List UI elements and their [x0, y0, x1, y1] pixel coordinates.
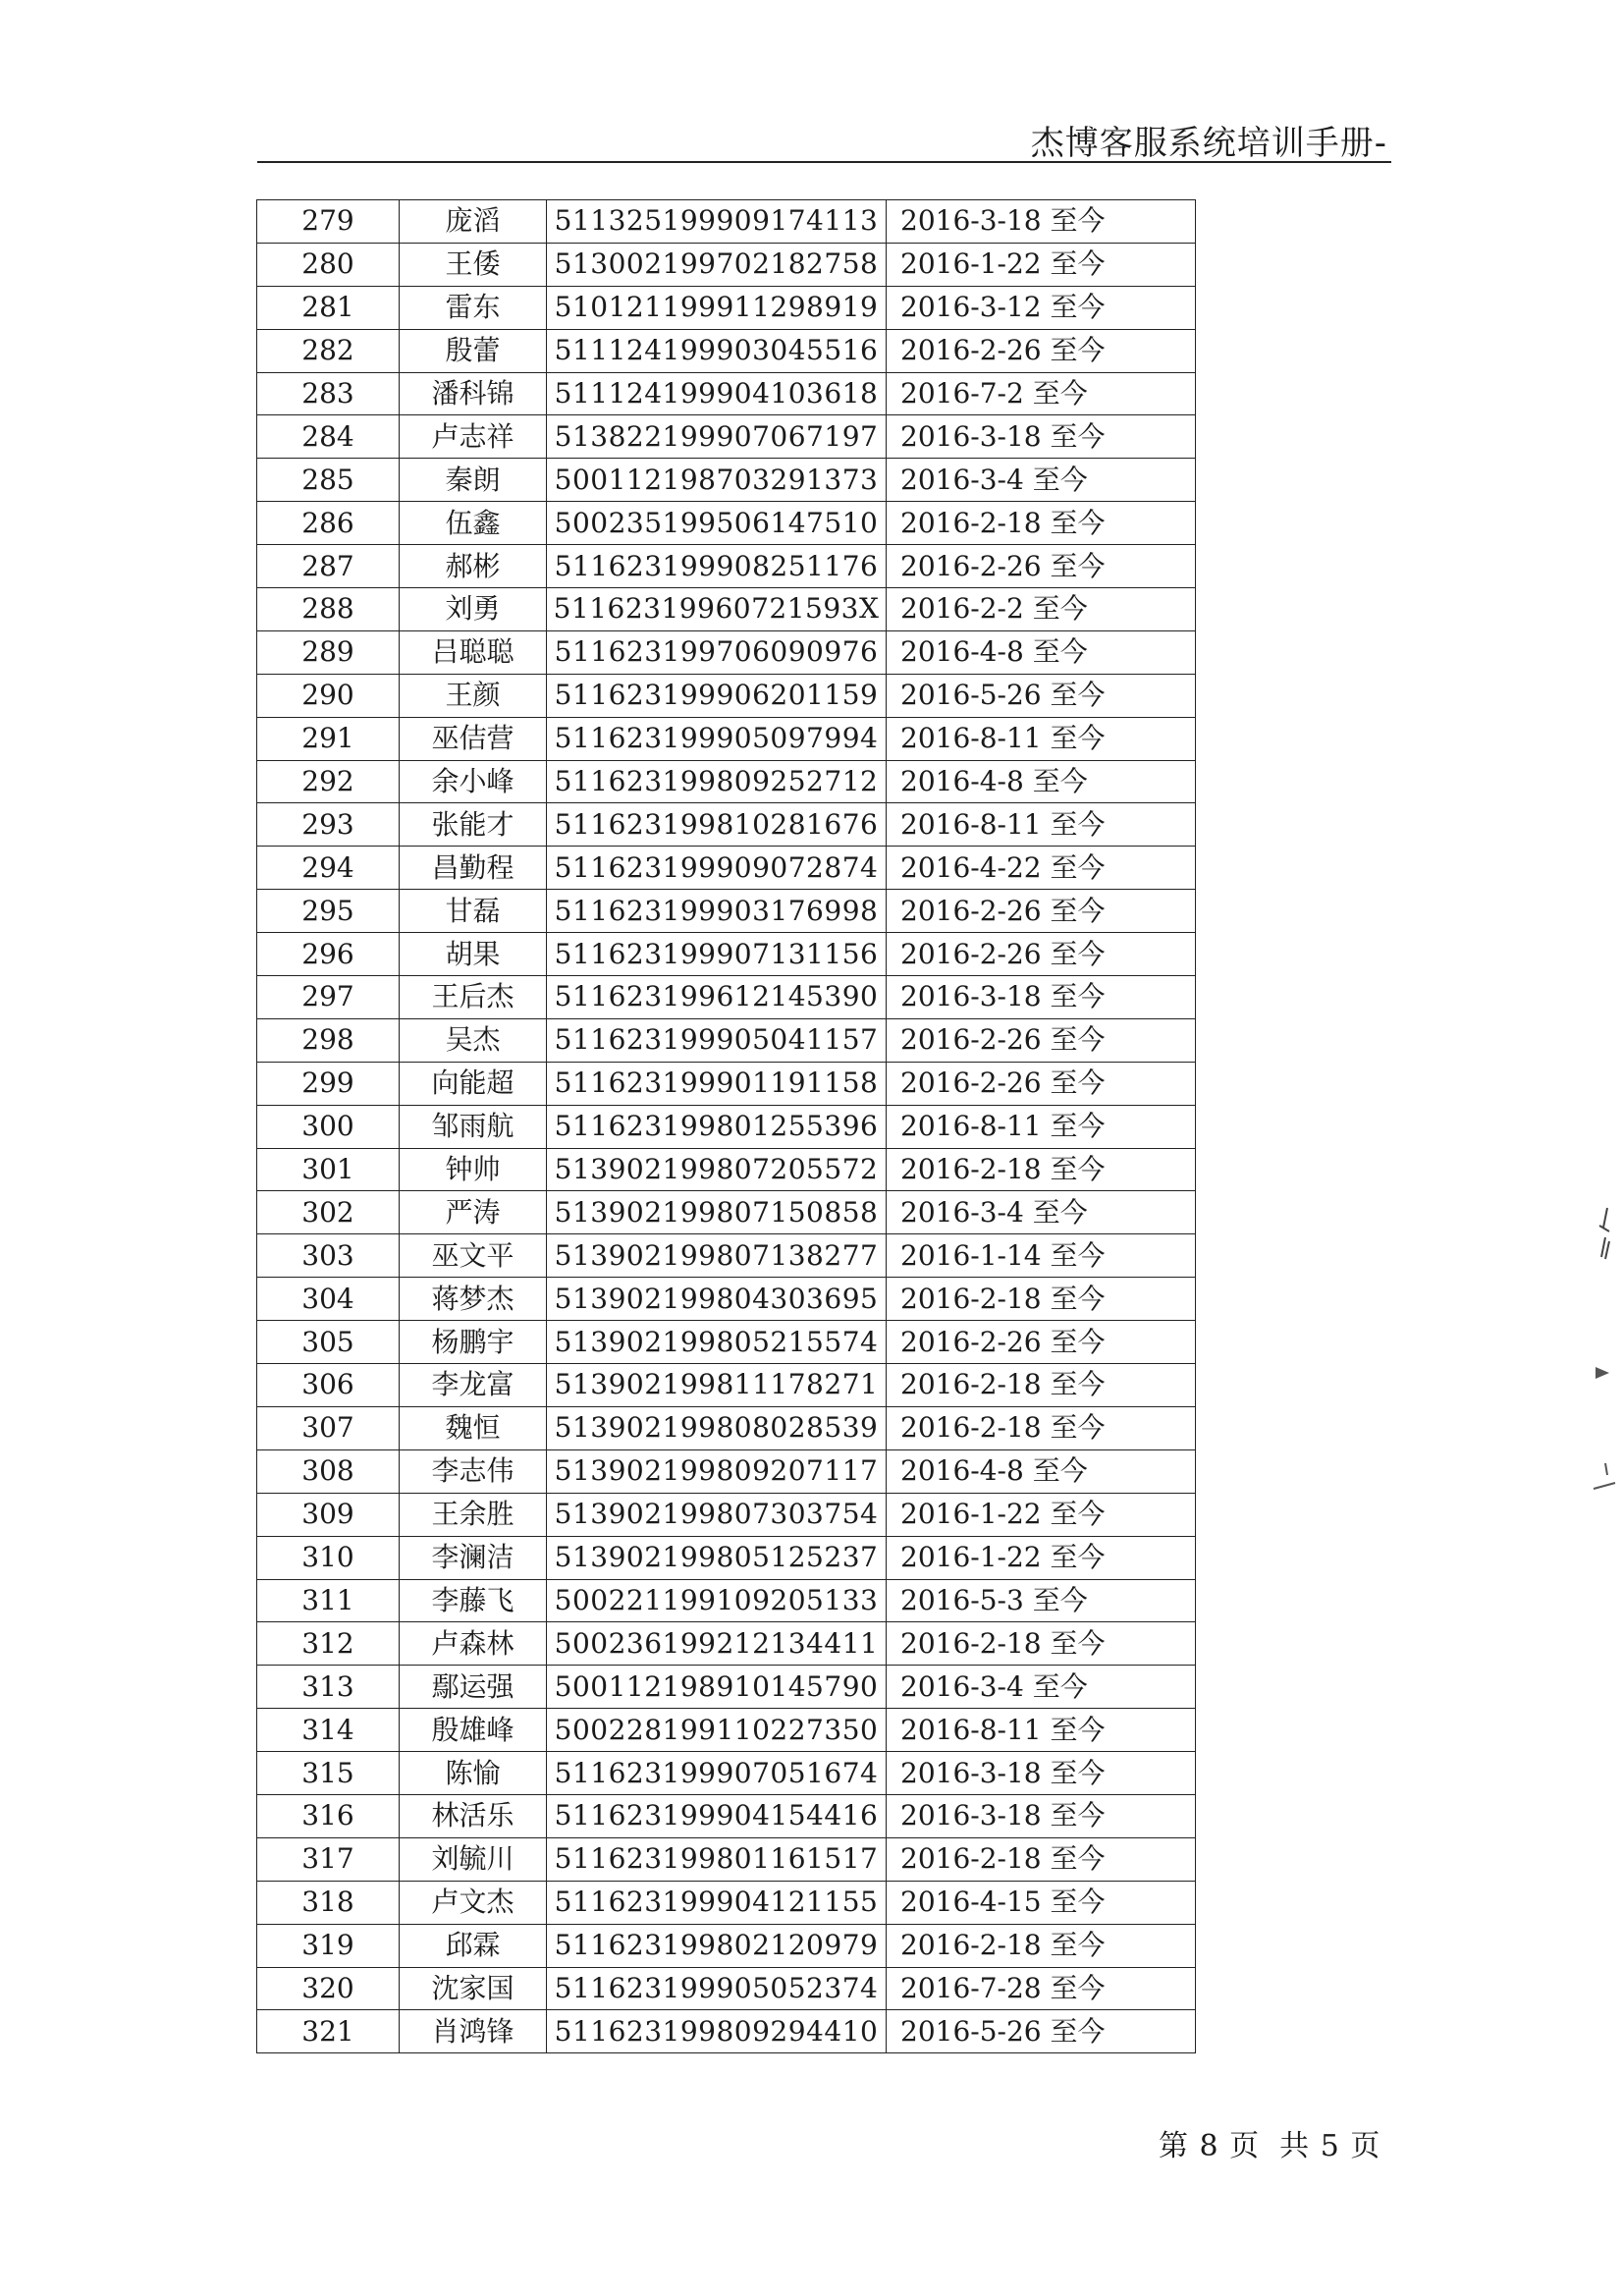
employment-date-cell: 2016-8-11 至今	[887, 1105, 1196, 1148]
employment-date-cell: 2016-2-18 至今	[887, 1924, 1196, 1967]
row-number-cell: 289	[257, 630, 400, 674]
id-number-cell: 513902199808028539	[547, 1406, 887, 1449]
employee-name-cell: 巫文平	[400, 1234, 547, 1278]
row-number-cell: 286	[257, 502, 400, 545]
id-number-cell: 513902199807303754	[547, 1493, 887, 1536]
row-number-cell: 309	[257, 1493, 400, 1536]
table-row	[257, 1105, 1196, 1148]
employment-date-cell: 2016-2-26 至今	[887, 933, 1196, 976]
row-number-cell: 288	[257, 588, 400, 631]
table-row	[257, 243, 1196, 286]
employee-name-cell: 巫佶营	[400, 717, 547, 760]
employment-date-cell: 2016-2-18 至今	[887, 1406, 1196, 1449]
employee-roster-table	[256, 199, 1196, 2053]
table-row	[257, 1062, 1196, 1105]
employment-date-cell: 2016-1-14 至今	[887, 1234, 1196, 1278]
employee-name-cell: 雷东	[400, 286, 547, 329]
employee-name-cell: 王余胜	[400, 1493, 547, 1536]
table-row	[257, 674, 1196, 717]
row-number-cell: 314	[257, 1709, 400, 1752]
row-number-cell: 311	[257, 1579, 400, 1622]
employment-date-cell: 2016-7-28 至今	[887, 1967, 1196, 2010]
employee-name-cell: 吴杰	[400, 1018, 547, 1062]
employment-date-cell: 2016-2-18 至今	[887, 1837, 1196, 1881]
employment-date-cell: 2016-4-8 至今	[887, 1449, 1196, 1493]
row-number-cell: 297	[257, 976, 400, 1019]
id-number-cell: 511325199909174113	[547, 200, 887, 244]
employee-name-cell: 陈愉	[400, 1752, 547, 1795]
id-number-cell: 513902199807150858	[547, 1191, 887, 1234]
employment-date-cell: 2016-2-18 至今	[887, 1148, 1196, 1191]
row-number-cell: 310	[257, 1536, 400, 1579]
id-number-cell: 51162319960721593X	[547, 588, 887, 631]
employee-name-cell: 刘毓川	[400, 1837, 547, 1881]
row-number-cell: 317	[257, 1837, 400, 1881]
id-number-cell: 511623199905041157	[547, 1018, 887, 1062]
id-number-cell: 511623199904121155	[547, 1881, 887, 1924]
employment-date-cell: 2016-1-22 至今	[887, 243, 1196, 286]
employee-name-cell: 殷雄峰	[400, 1709, 547, 1752]
id-number-cell: 511623199905097994	[547, 717, 887, 760]
table-row	[257, 1321, 1196, 1364]
employee-name-cell: 殷蕾	[400, 329, 547, 372]
id-number-cell: 511623199905052374	[547, 1967, 887, 2010]
id-number-cell: 513002199702182758	[547, 243, 887, 286]
employment-date-cell: 2016-3-12 至今	[887, 286, 1196, 329]
employee-name-cell: 胡果	[400, 933, 547, 976]
employment-date-cell: 2016-5-26 至今	[887, 674, 1196, 717]
employment-date-cell: 2016-5-3 至今	[887, 1579, 1196, 1622]
row-number-cell: 303	[257, 1234, 400, 1278]
row-number-cell: 281	[257, 286, 400, 329]
row-number-cell: 280	[257, 243, 400, 286]
row-number-cell: 307	[257, 1406, 400, 1449]
employment-date-cell: 2016-4-8 至今	[887, 760, 1196, 803]
employment-date-cell: 2016-8-11 至今	[887, 717, 1196, 760]
employee-name-cell: 严涛	[400, 1191, 547, 1234]
id-number-cell: 511623199801255396	[547, 1105, 887, 1148]
employee-name-cell: 王颜	[400, 674, 547, 717]
table-row	[257, 1278, 1196, 1321]
employee-name-cell: 秦朗	[400, 459, 547, 502]
employee-name-cell: 李龙富	[400, 1364, 547, 1407]
id-number-cell: 511623199810281676	[547, 803, 887, 847]
table-row	[257, 1752, 1196, 1795]
employment-date-cell: 2016-2-18 至今	[887, 502, 1196, 545]
employment-date-cell: 2016-2-26 至今	[887, 1321, 1196, 1364]
row-number-cell: 301	[257, 1148, 400, 1191]
id-number-cell: 513902199807138277	[547, 1234, 887, 1278]
row-number-cell: 308	[257, 1449, 400, 1493]
employment-date-cell: 2016-2-18 至今	[887, 1278, 1196, 1321]
employment-date-cell: 2016-2-2 至今	[887, 588, 1196, 631]
employee-name-cell: 向能超	[400, 1062, 547, 1105]
table-row	[257, 1967, 1196, 2010]
row-number-cell: 305	[257, 1321, 400, 1364]
row-number-cell: 302	[257, 1191, 400, 1234]
employment-date-cell: 2016-1-22 至今	[887, 1536, 1196, 1579]
table-row	[257, 1622, 1196, 1666]
row-number-cell: 321	[257, 2010, 400, 2053]
row-number-cell: 316	[257, 1794, 400, 1837]
employee-name-cell: 沈家国	[400, 1967, 547, 2010]
employee-name-cell: 卢森林	[400, 1622, 547, 1666]
employment-date-cell: 2016-7-2 至今	[887, 372, 1196, 415]
employment-date-cell: 2016-2-18 至今	[887, 1364, 1196, 1407]
row-number-cell: 306	[257, 1364, 400, 1407]
employee-name-cell: 刘勇	[400, 588, 547, 631]
table-row	[257, 976, 1196, 1019]
table-row	[257, 890, 1196, 933]
id-number-cell: 511623199909072874	[547, 847, 887, 890]
table-row	[257, 1837, 1196, 1881]
employment-date-cell: 2016-3-18 至今	[887, 976, 1196, 1019]
row-number-cell: 291	[257, 717, 400, 760]
row-number-cell: 320	[257, 1967, 400, 2010]
employment-date-cell: 2016-2-26 至今	[887, 890, 1196, 933]
employee-name-cell: 李志伟	[400, 1449, 547, 1493]
table-row	[257, 1493, 1196, 1536]
id-number-cell: 511623199908251176	[547, 545, 887, 588]
employment-date-cell: 2016-2-26 至今	[887, 329, 1196, 372]
employee-name-cell: 蒋梦杰	[400, 1278, 547, 1321]
employment-date-cell: 2016-3-4 至今	[887, 459, 1196, 502]
employee-name-cell: 吕聪聪	[400, 630, 547, 674]
employee-name-cell: 伍鑫	[400, 502, 547, 545]
row-number-cell: 293	[257, 803, 400, 847]
row-number-cell: 287	[257, 545, 400, 588]
row-number-cell: 283	[257, 372, 400, 415]
row-number-cell: 312	[257, 1622, 400, 1666]
scan-margin-marks	[1586, 1198, 1623, 1532]
table-row	[257, 1018, 1196, 1062]
roster-table-body	[257, 200, 1196, 2053]
table-row	[257, 545, 1196, 588]
id-number-cell: 500112198703291373	[547, 459, 887, 502]
page-total: 共 5 页	[1279, 2129, 1381, 2163]
table-row	[257, 1536, 1196, 1579]
row-number-cell: 279	[257, 200, 400, 244]
employee-name-cell: 甘磊	[400, 890, 547, 933]
employment-date-cell: 2016-8-11 至今	[887, 803, 1196, 847]
employee-name-cell: 郝彬	[400, 545, 547, 588]
employee-name-cell: 邱霖	[400, 1924, 547, 1967]
table-row	[257, 588, 1196, 631]
table-row	[257, 847, 1196, 890]
table-row	[257, 1406, 1196, 1449]
employee-name-cell: 杨鹏宇	[400, 1321, 547, 1364]
row-number-cell: 318	[257, 1881, 400, 1924]
id-number-cell: 511623199809294410	[547, 2010, 887, 2053]
table-row	[257, 1794, 1196, 1837]
table-row	[257, 630, 1196, 674]
page-footer	[1159, 2121, 1380, 2164]
table-row	[257, 803, 1196, 847]
id-number-cell: 511623199801161517	[547, 1837, 887, 1881]
employment-date-cell: 2016-3-18 至今	[887, 415, 1196, 459]
employment-date-cell: 2016-5-26 至今	[887, 2010, 1196, 2053]
header-divider	[257, 161, 1391, 163]
row-number-cell: 292	[257, 760, 400, 803]
row-number-cell: 298	[257, 1018, 400, 1062]
page-number: 第 8 页	[1159, 2129, 1261, 2163]
id-number-cell: 511623199706090976	[547, 630, 887, 674]
row-number-cell: 299	[257, 1062, 400, 1105]
employment-date-cell: 2016-3-18 至今	[887, 1752, 1196, 1795]
employment-date-cell: 2016-3-4 至今	[887, 1191, 1196, 1234]
table-row	[257, 329, 1196, 372]
id-number-cell: 500112198910145790	[547, 1666, 887, 1709]
row-number-cell: 296	[257, 933, 400, 976]
id-number-cell: 511623199903176998	[547, 890, 887, 933]
row-number-cell: 319	[257, 1924, 400, 1967]
id-number-cell: 510121199911298919	[547, 286, 887, 329]
employee-name-cell: 李藤飞	[400, 1579, 547, 1622]
table-row	[257, 717, 1196, 760]
table-row	[257, 1709, 1196, 1752]
employee-name-cell: 钟帅	[400, 1148, 547, 1191]
id-number-cell: 511124199903045516	[547, 329, 887, 372]
employee-name-cell: 潘科锦	[400, 372, 547, 415]
id-number-cell: 513902199807205572	[547, 1148, 887, 1191]
id-number-cell: 500236199212134411	[547, 1622, 887, 1666]
employment-date-cell: 2016-2-26 至今	[887, 1062, 1196, 1105]
employment-date-cell: 2016-4-15 至今	[887, 1881, 1196, 1924]
employee-name-cell: 庞滔	[400, 200, 547, 244]
table-row	[257, 1191, 1196, 1234]
id-number-cell: 511124199904103618	[547, 372, 887, 415]
table-row	[257, 372, 1196, 415]
id-number-cell: 511623199904154416	[547, 1794, 887, 1837]
row-number-cell: 282	[257, 329, 400, 372]
document-header-title: 杰博客服系统培训手册-	[1030, 124, 1387, 163]
id-number-cell: 500228199110227350	[547, 1709, 887, 1752]
id-number-cell: 511623199907131156	[547, 933, 887, 976]
row-number-cell: 284	[257, 415, 400, 459]
employment-date-cell: 2016-3-4 至今	[887, 1666, 1196, 1709]
id-number-cell: 511623199907051674	[547, 1752, 887, 1795]
employee-name-cell: 王倭	[400, 243, 547, 286]
employee-name-cell: 昌勤程	[400, 847, 547, 890]
employee-name-cell: 林活乐	[400, 1794, 547, 1837]
table-row	[257, 760, 1196, 803]
employee-name-cell: 卢文杰	[400, 1881, 547, 1924]
id-number-cell: 511623199802120979	[547, 1924, 887, 1967]
row-number-cell: 315	[257, 1752, 400, 1795]
table-row	[257, 2010, 1196, 2053]
table-row	[257, 200, 1196, 244]
row-number-cell: 300	[257, 1105, 400, 1148]
employee-name-cell: 魏恒	[400, 1406, 547, 1449]
row-number-cell: 294	[257, 847, 400, 890]
row-number-cell: 295	[257, 890, 400, 933]
table-row	[257, 1148, 1196, 1191]
table-row	[257, 1666, 1196, 1709]
id-number-cell: 513902199805215574	[547, 1321, 887, 1364]
id-number-cell: 511623199901191158	[547, 1062, 887, 1105]
employment-date-cell: 2016-8-11 至今	[887, 1709, 1196, 1752]
id-number-cell: 513902199805125237	[547, 1536, 887, 1579]
employment-date-cell: 2016-2-26 至今	[887, 545, 1196, 588]
table-row	[257, 415, 1196, 459]
employment-date-cell: 2016-2-18 至今	[887, 1622, 1196, 1666]
id-number-cell: 500235199506147510	[547, 502, 887, 545]
table-row	[257, 1881, 1196, 1924]
employment-date-cell: 2016-2-26 至今	[887, 1018, 1196, 1062]
id-number-cell: 513902199811178271	[547, 1364, 887, 1407]
id-number-cell: 511623199906201159	[547, 674, 887, 717]
employment-date-cell: 2016-1-22 至今	[887, 1493, 1196, 1536]
employment-date-cell: 2016-3-18 至今	[887, 200, 1196, 244]
id-number-cell: 513822199907067197	[547, 415, 887, 459]
id-number-cell: 511623199612145390	[547, 976, 887, 1019]
table-row	[257, 459, 1196, 502]
employee-name-cell: 卢志祥	[400, 415, 547, 459]
employment-date-cell: 2016-4-8 至今	[887, 630, 1196, 674]
table-row	[257, 1449, 1196, 1493]
id-number-cell: 511623199809252712	[547, 760, 887, 803]
employment-date-cell: 2016-4-22 至今	[887, 847, 1196, 890]
table-row	[257, 1579, 1196, 1622]
table-row	[257, 1364, 1196, 1407]
employee-name-cell: 鄢运强	[400, 1666, 547, 1709]
row-number-cell: 304	[257, 1278, 400, 1321]
employee-name-cell: 余小峰	[400, 760, 547, 803]
employment-date-cell: 2016-3-18 至今	[887, 1794, 1196, 1837]
employee-name-cell: 肖鸿锋	[400, 2010, 547, 2053]
table-row	[257, 1234, 1196, 1278]
row-number-cell: 313	[257, 1666, 400, 1709]
table-row	[257, 502, 1196, 545]
table-row	[257, 286, 1196, 329]
id-number-cell: 513902199804303695	[547, 1278, 887, 1321]
table-row	[257, 1924, 1196, 1967]
id-number-cell: 513902199809207117	[547, 1449, 887, 1493]
employee-name-cell: 邹雨航	[400, 1105, 547, 1148]
row-number-cell: 285	[257, 459, 400, 502]
row-number-cell: 290	[257, 674, 400, 717]
id-number-cell: 500221199109205133	[547, 1579, 887, 1622]
employee-name-cell: 李澜洁	[400, 1536, 547, 1579]
employee-name-cell: 王后杰	[400, 976, 547, 1019]
employee-name-cell: 张能才	[400, 803, 547, 847]
table-row	[257, 933, 1196, 976]
